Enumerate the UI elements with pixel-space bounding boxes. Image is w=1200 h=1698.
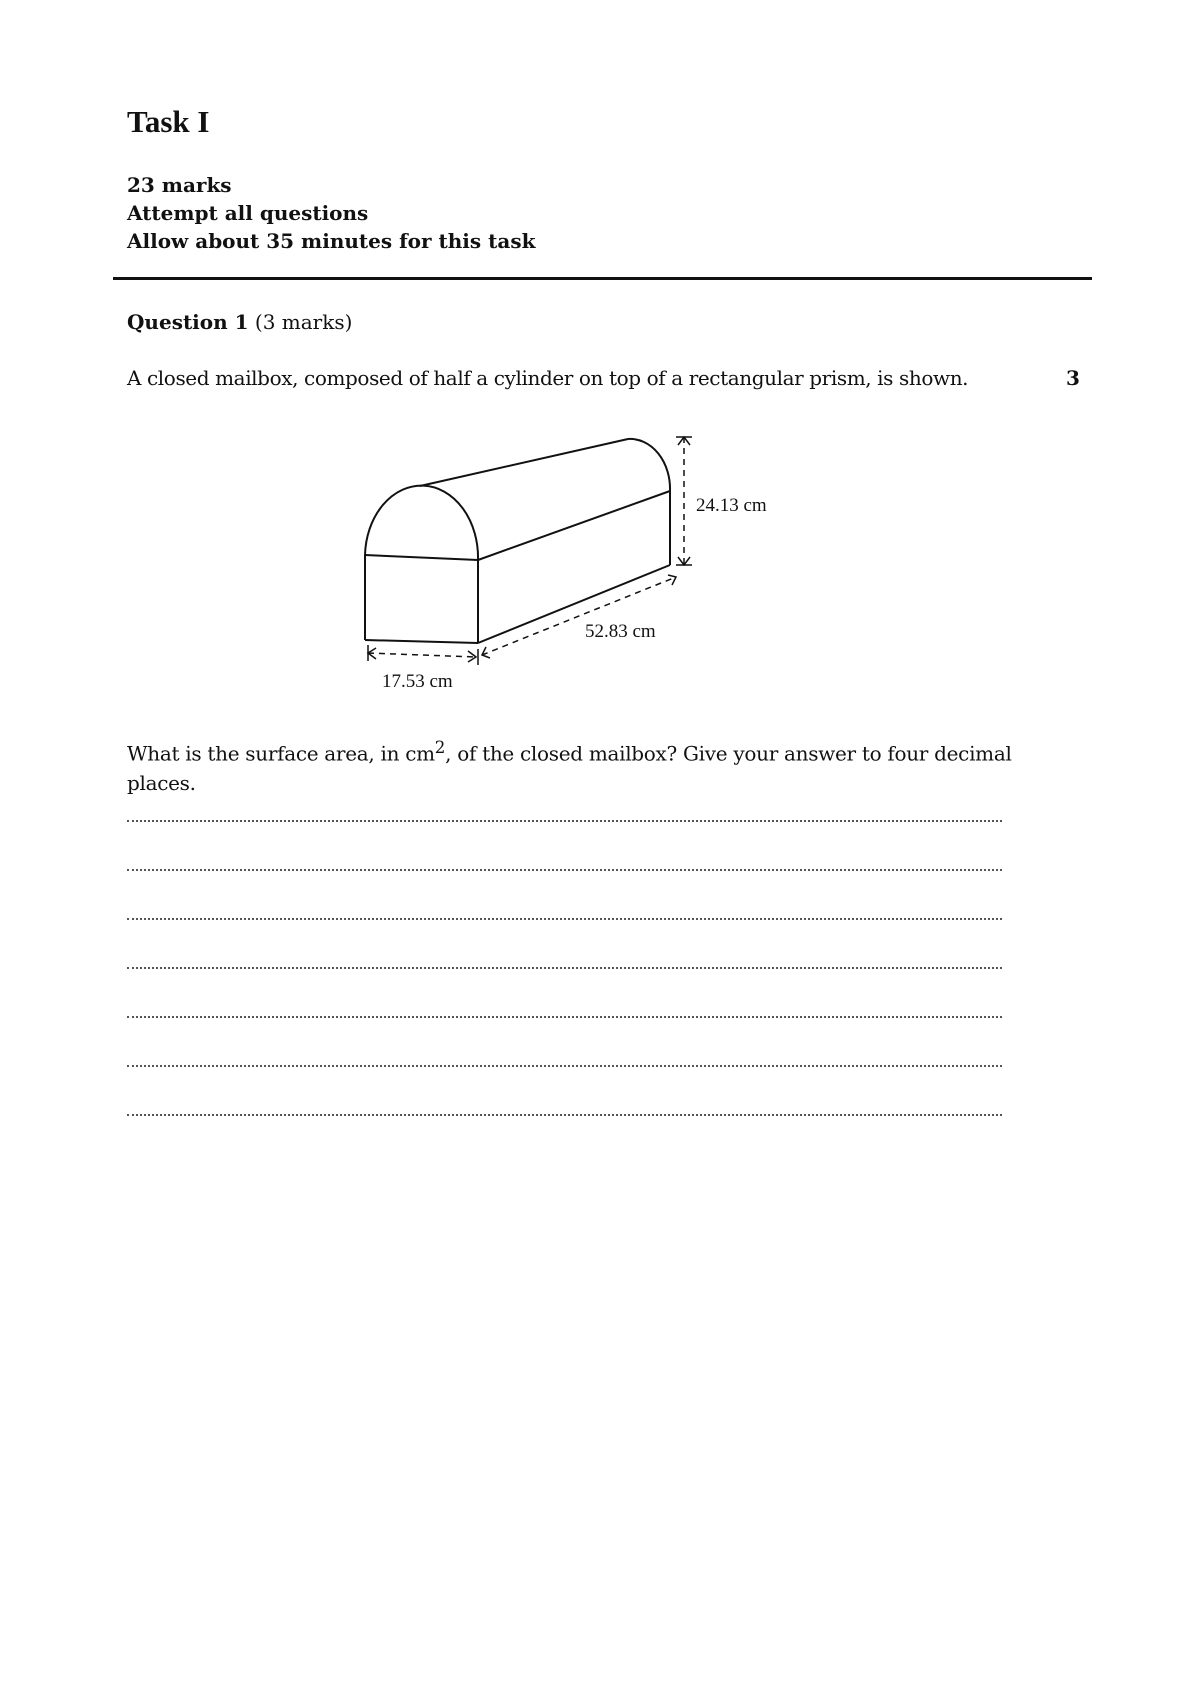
mailbox-diagram (330, 425, 830, 705)
height-label: 24.13 cm (696, 495, 767, 516)
answer-area[interactable] (127, 820, 1007, 1163)
answer-line[interactable] (127, 1016, 1002, 1018)
width-label: 17.53 cm (382, 671, 453, 692)
task-title: Task I (127, 104, 210, 139)
answer-line[interactable] (127, 869, 1002, 871)
length-label: 52.83 cm (585, 621, 656, 642)
mailbox-drawing (330, 425, 830, 705)
task-meta (127, 171, 535, 255)
width-dimension-line (368, 653, 476, 657)
task-marks: 23 marks (127, 173, 232, 197)
task-time: Allow about 35 minutes for this task (127, 229, 536, 253)
question-heading (127, 310, 352, 334)
side-mid-line (478, 491, 670, 560)
answer-line[interactable] (127, 1065, 1002, 1067)
question-margin-marks: 3 (1066, 366, 1080, 390)
answer-line[interactable] (127, 918, 1002, 920)
question-marks-note: (3 marks) (254, 310, 353, 334)
prompt-start: What is the surface area, in cm (127, 741, 435, 766)
question-label: Question 1 (127, 310, 249, 334)
front-arch (365, 486, 478, 560)
task-instruction: Attempt all questions (127, 201, 369, 225)
front-bottom-edge (365, 640, 478, 643)
prompt-superscript: 2 (434, 738, 446, 757)
answer-line[interactable] (127, 967, 1002, 969)
answer-line[interactable] (127, 820, 1002, 822)
front-mid-line (365, 555, 478, 560)
length-dimension-line (482, 577, 676, 655)
answer-line[interactable] (127, 1114, 1002, 1116)
section-divider (113, 277, 1092, 280)
back-arch (628, 439, 670, 491)
length-arrow-start (482, 647, 490, 658)
prompt-end: , of the closed mailbox? Give your answer to four decimal places. (127, 741, 1012, 795)
question-prompt (127, 733, 1027, 798)
top-ridge (420, 439, 628, 486)
question-stem: A closed mailbox, composed of half a cylinder on top of a rectangular prism, is shown. (127, 366, 969, 390)
